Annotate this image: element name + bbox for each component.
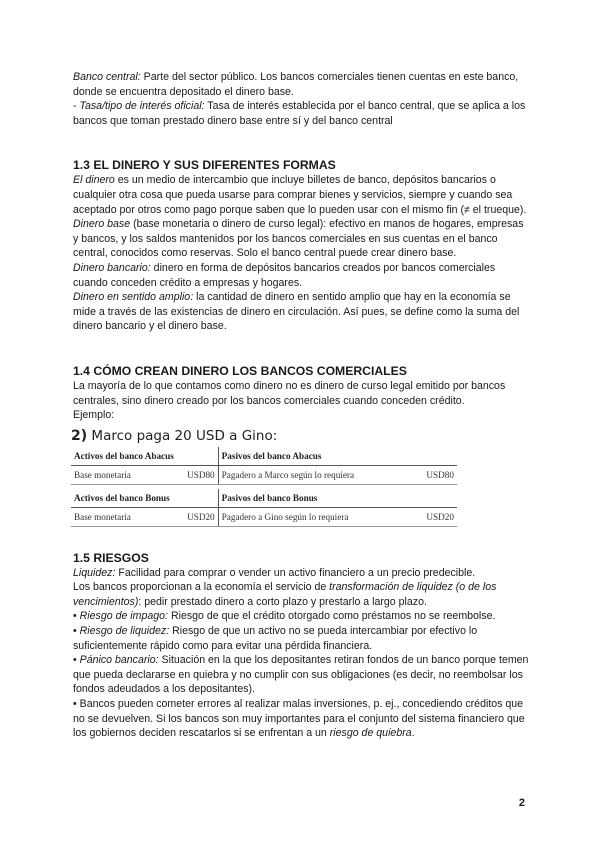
cell-label: Pagadero a Marco según lo requiera	[218, 465, 410, 484]
term: Dinero base	[73, 218, 131, 231]
header-liabilities-bonus: Pasivos del banco Bonus	[218, 489, 457, 508]
cell-label: Pagadero a Gino según lo requiera	[218, 507, 410, 526]
page-content	[73, 70, 531, 741]
text: : pedir prestado dinero a corto plazo y prestarlo a largo plazo.	[138, 595, 427, 608]
term: Tasa/tipo de interés oficial:	[79, 100, 205, 113]
paragraph-1-4: La mayoría de lo que contamos como dinero no es dinero de curso legal emitido por bancos centrales, sino dinero creado por los bancos comerciales cuando conceden crédito.	[73, 379, 506, 407]
section-title-1-3: 1.3 EL DINERO Y SUS DIFERENTES FORMAS	[73, 158, 336, 173]
bullet-riesgo-liquidez	[73, 624, 531, 653]
section-title-1-4: 1.4 CÓMO CREAN DINERO LOS BANCOS COMERCIALES	[73, 363, 407, 378]
bullet: •	[73, 625, 80, 638]
definition-text: Parte del sector público. Los bancos comerciales tienen cuentas en este banco, donde se encuentra depositado el dinero base.	[73, 71, 519, 98]
term: Riesgo de liquidez:	[79, 625, 170, 638]
definition-banco-central	[73, 70, 531, 99]
definition-dinero-bancario	[73, 261, 531, 290]
definition-dinero	[73, 173, 531, 217]
bullet-panico-bancario	[73, 653, 531, 697]
definition-text: Riesgo de que un activo no se pueda intercambiar por efectivo lo suficientemente rápido como para evitar una pérdida financiera.	[73, 625, 478, 652]
table-row	[71, 507, 457, 526]
term: Liquidez:	[73, 566, 116, 579]
example-number: 2)	[71, 427, 88, 444]
bullet-malas-inversiones	[73, 697, 531, 741]
header-assets-bonus: Activos del banco Bonus	[71, 489, 218, 508]
term: transformación de liquidez (o de los vencimientos)	[73, 581, 497, 608]
cell-label: Base monetaria	[71, 507, 166, 526]
term: Banco central:	[73, 71, 141, 83]
balance-sheet-table	[71, 447, 457, 527]
text: • Bancos pueden cometer errores al realizar malas inversiones, p. ej., concediendo créditos que no se devuelven. Si los bancos son muy importantes para el conjunto del sistema financiero que los gobiernos deciden rescatarlos si se enfrentan a un	[73, 698, 525, 740]
definition-tasa-interes	[73, 99, 531, 128]
term: Dinero bancario:	[73, 261, 151, 274]
definition-text: Tasa de interés establecida por el banco central, que se aplica a los bancos que toman prestado dinero base entre sí y del banco central	[73, 100, 526, 127]
page-number: 2	[518, 797, 525, 809]
cell-label: Base monetaria	[71, 465, 166, 484]
term: riesgo de quiebra	[329, 727, 412, 740]
term: Dinero en sentido amplio:	[73, 291, 194, 304]
paragraph-transformacion	[73, 580, 531, 609]
cell-value: USD80	[166, 465, 218, 484]
cell-value: USD20	[166, 507, 218, 526]
cell-value: USD20	[410, 507, 457, 526]
example-title	[71, 427, 457, 445]
section-title-1-5: 1.5 RIESGOS	[73, 550, 149, 565]
dash: -	[73, 100, 80, 113]
definition-dinero-base	[73, 217, 531, 261]
definition-liquidez	[73, 566, 531, 581]
table-row	[71, 465, 457, 484]
text: .	[411, 727, 415, 740]
ejemplo-label: Ejemplo:	[73, 409, 115, 422]
term: El dinero	[73, 174, 115, 187]
table-header-row	[71, 447, 457, 466]
bullet: •	[73, 610, 80, 623]
term: Pánico bancario:	[79, 654, 159, 667]
definition-text: dinero en forma de depósitos bancarios creados por bancos comerciales cuando conceden crédito a empresas y hogares.	[73, 261, 496, 289]
header-assets-abacus: Activos del banco Abacus	[71, 447, 218, 466]
definition-text: Situación en la que los depositantes retiran fondos de un banco porque temen que pueda declararse en quiebra y no cumplir con sus obligaciones (es decir, no reembolsar los fondos adeudados a los depositantes).	[73, 654, 529, 696]
term: Riesgo de impago:	[79, 610, 168, 623]
cell-value: USD80	[410, 465, 457, 484]
bullet-riesgo-impago	[73, 609, 531, 624]
example-title-text: Marco paga 20 USD a Gino:	[87, 427, 278, 444]
table-header-row	[71, 489, 457, 508]
definition-text: Facilidad para comprar o vender un activo financiero a un precio predecible.	[115, 566, 476, 579]
definition-dinero-amplio	[73, 290, 531, 334]
definition-text: Riesgo de que el crédito otorgado como préstamos no se reembolse.	[168, 610, 496, 623]
definition-text: la cantidad de dinero en sentido amplio que hay en la economía se mide a través de las existencias de dinero en circulación. Así pues, se define como la suma del dinero bancario y el dinero base.	[73, 291, 520, 333]
bullet: •	[73, 654, 80, 667]
header-liabilities-abacus: Pasivos del banco Abacus	[218, 447, 457, 466]
definition-text: es un medio de intercambio que incluye billetes de banco, depósitos bancarios o cualquier otra cosa que pueda usarse para comprar bienes y servicios, siempre y cuando sea aceptado por otros como pago porque saben que lo pueden usar con el mismo fin (≠ el trueque).	[73, 174, 527, 216]
example-figure	[71, 427, 457, 527]
definition-text: (base monetaria o dinero de curso legal): efectivo en manos de hogares, empresas y bancos, y los saldos mantenidos por los bancos comerciales en sus cuentas en el banco central, conocidos como reservas. Solo el banco central puede crear dinero base.	[73, 218, 524, 260]
text: Los bancos proporcionan a la economía el servicio de	[73, 581, 330, 594]
